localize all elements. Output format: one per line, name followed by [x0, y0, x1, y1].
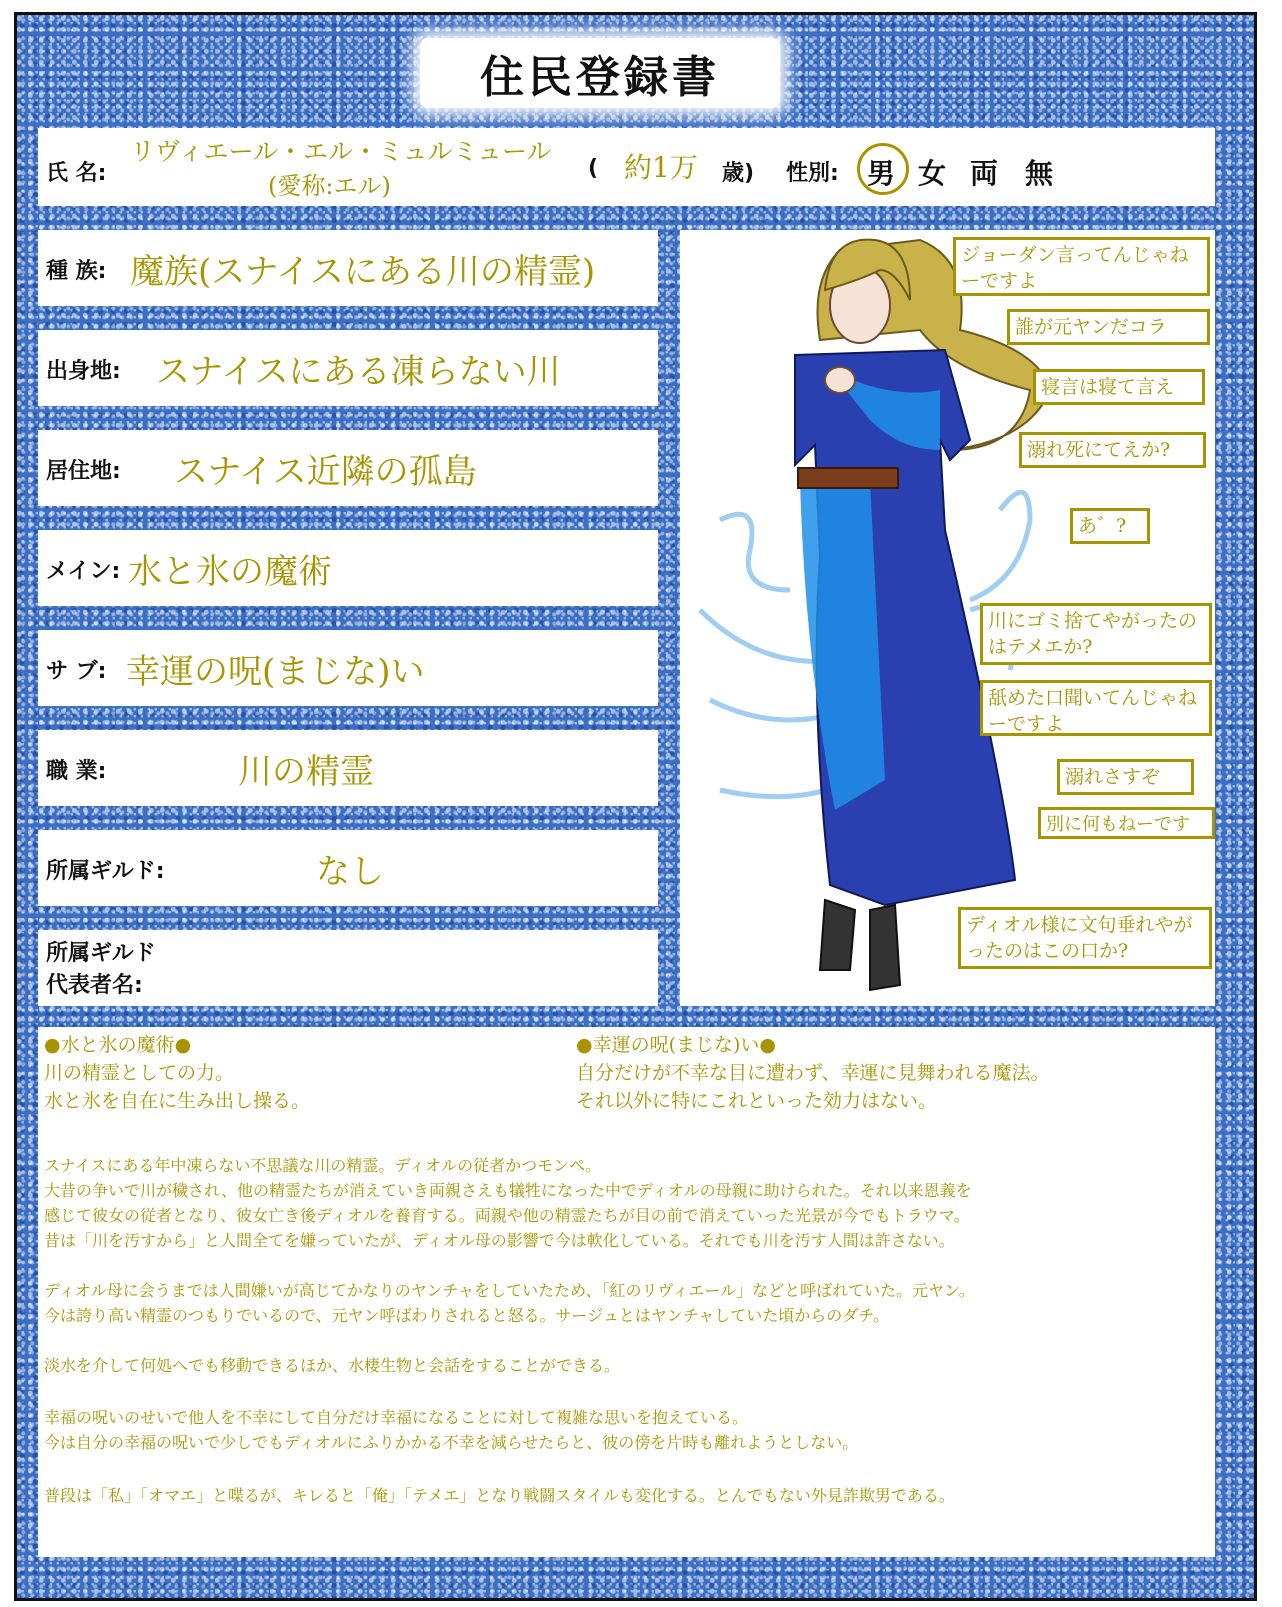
sub-skill-value: 幸運の呪(まじな)い	[126, 652, 425, 692]
main-magic-line: 川の精霊としての力。	[44, 1062, 235, 1084]
main-magic-title: ●水と氷の魔術●	[44, 1034, 192, 1056]
speech-bubble: 川にゴミ捨てやがったのはテメエか?	[980, 603, 1212, 665]
description-panel	[38, 1027, 1215, 1557]
guild-label: 所属ギルド:	[46, 859, 165, 884]
field-sub-skill	[38, 630, 658, 706]
sub-magic-title: ●幸運の呪(まじな)い●	[576, 1034, 776, 1056]
guild-representative-label: 所属ギルド 代表者名:	[46, 941, 156, 998]
speech-bubble: 舐めた口聞いてんじゃねーですよ	[980, 680, 1212, 736]
description-line: スナイスにある年中凍らない不思議な川の精霊。ディオルの従者かつモンペ。	[44, 1156, 602, 1175]
description-line: 昔は「川を汚すから」と人間全てを嫌っていたが、ディオル母の影響で今は軟化している。それでも川を汚す人間は許さない。	[44, 1231, 955, 1250]
main-magic-line: 水と氷を自在に生み出し操る。	[44, 1090, 311, 1112]
speech-bubble: 溺れ死にてえか?	[1019, 432, 1206, 468]
residence-label: 居住地:	[46, 459, 121, 484]
field-occupation	[38, 730, 658, 806]
sub-skill-label: サ ブ:	[46, 659, 107, 684]
description-line: 淡水を介して何処へでも移動できるほか、水棲生物と会話をすることができる。	[44, 1356, 621, 1375]
sub-magic-line: それ以外に特にこれといった効力はない。	[576, 1090, 938, 1112]
birthplace-value: スナイスにある凍らない川	[156, 352, 561, 392]
gender-option-none: 無	[1025, 157, 1054, 190]
sub-magic-line: 自分だけが不幸な目に遭わず、幸運に見舞われる魔法。	[576, 1062, 1050, 1084]
speech-bubble: 誰が元ヤンだコラ	[1007, 309, 1210, 345]
age-value: 約1万	[624, 151, 698, 184]
title-plate	[420, 38, 780, 108]
occupation-label: 職 業:	[46, 759, 107, 784]
field-birthplace	[38, 330, 658, 406]
speech-bubble: あ゛?	[1070, 508, 1150, 544]
main-skill-label: メイン:	[46, 559, 121, 584]
guild-value: なし	[316, 852, 384, 892]
name-value: リヴィエール・エル・ミュルミュール	[130, 137, 552, 166]
description-line: 普段は「私」「オマエ」と喋るが、キレると「俺」「テメエ」となり戦闘スタイルも変化する。とんでもない外見詐欺男である。	[44, 1486, 955, 1505]
name-label: 氏 名:	[46, 161, 107, 186]
gender-option-male: 男	[867, 157, 896, 190]
description-line: 大昔の争いで川が穢され、他の精霊たちが消えていき両親さえも犠牲になった中でディオルの母親に助けられた。それ以来恩義を	[44, 1181, 972, 1200]
gender-label: 性別:	[786, 161, 839, 186]
speech-bubble: 寝言は寝て言え	[1033, 369, 1205, 405]
main-skill-value: 水と氷の魔術	[128, 552, 332, 592]
occupation-value: 川の精霊	[238, 752, 374, 792]
age-unit: 歳)	[722, 161, 755, 186]
gender-option-both: 両	[970, 157, 999, 190]
speech-bubble: 溺れさすぞ	[1057, 759, 1194, 795]
description-line: 感じて彼女の従者となり、彼女亡き後ディオルを養育する。両親や他の精霊たちが目の前で消えていった光景が今でもトラウマ。	[44, 1206, 970, 1225]
nickname: (愛称:エル)	[268, 172, 391, 200]
speech-bubble: ジョーダン言ってんじゃねーですよ	[953, 237, 1210, 296]
description-line: 幸福の呪いのせいで他人を不幸にして自分だけ幸福になることに対して複雑な思いを抱えている。	[44, 1408, 749, 1427]
speech-bubble: 別に何もねーです	[1038, 807, 1215, 839]
gender-option-female: 女	[918, 157, 947, 190]
speech-bubble: ディオル様に文句垂れやがったのはこの口か?	[958, 907, 1212, 969]
field-race	[38, 230, 658, 306]
birthplace-label: 出身地:	[46, 359, 121, 384]
field-guild-representative	[38, 930, 658, 1006]
age-open: (	[588, 156, 599, 181]
field-guild	[38, 830, 658, 906]
description-line: ディオル母に会うまでは人間嫌いが高じてかなりのヤンチャをしていたため、「紅のリヴィエール」などと呼ばれていた。元ヤン。	[44, 1281, 975, 1300]
page-title: 住民登録書	[480, 52, 720, 103]
field-residence	[38, 430, 658, 506]
residence-value: スナイス近隣の孤島	[174, 452, 477, 492]
field-main-skill	[38, 530, 658, 606]
description-line: 今は誇り高い精霊のつもりでいるので、元ヤン呼ばわりされると怒る。サージュとはヤンチャしていた頃からのダチ。	[44, 1306, 890, 1325]
description-line: 今は自分の幸福の呪いで少しでもディオルにふりかかる不幸を減らせたらと、彼の傍を片時も離れようとしない。	[44, 1433, 859, 1452]
race-label: 種 族:	[46, 259, 107, 284]
race-value: 魔族(スナイスにある川の精霊)	[130, 252, 596, 292]
